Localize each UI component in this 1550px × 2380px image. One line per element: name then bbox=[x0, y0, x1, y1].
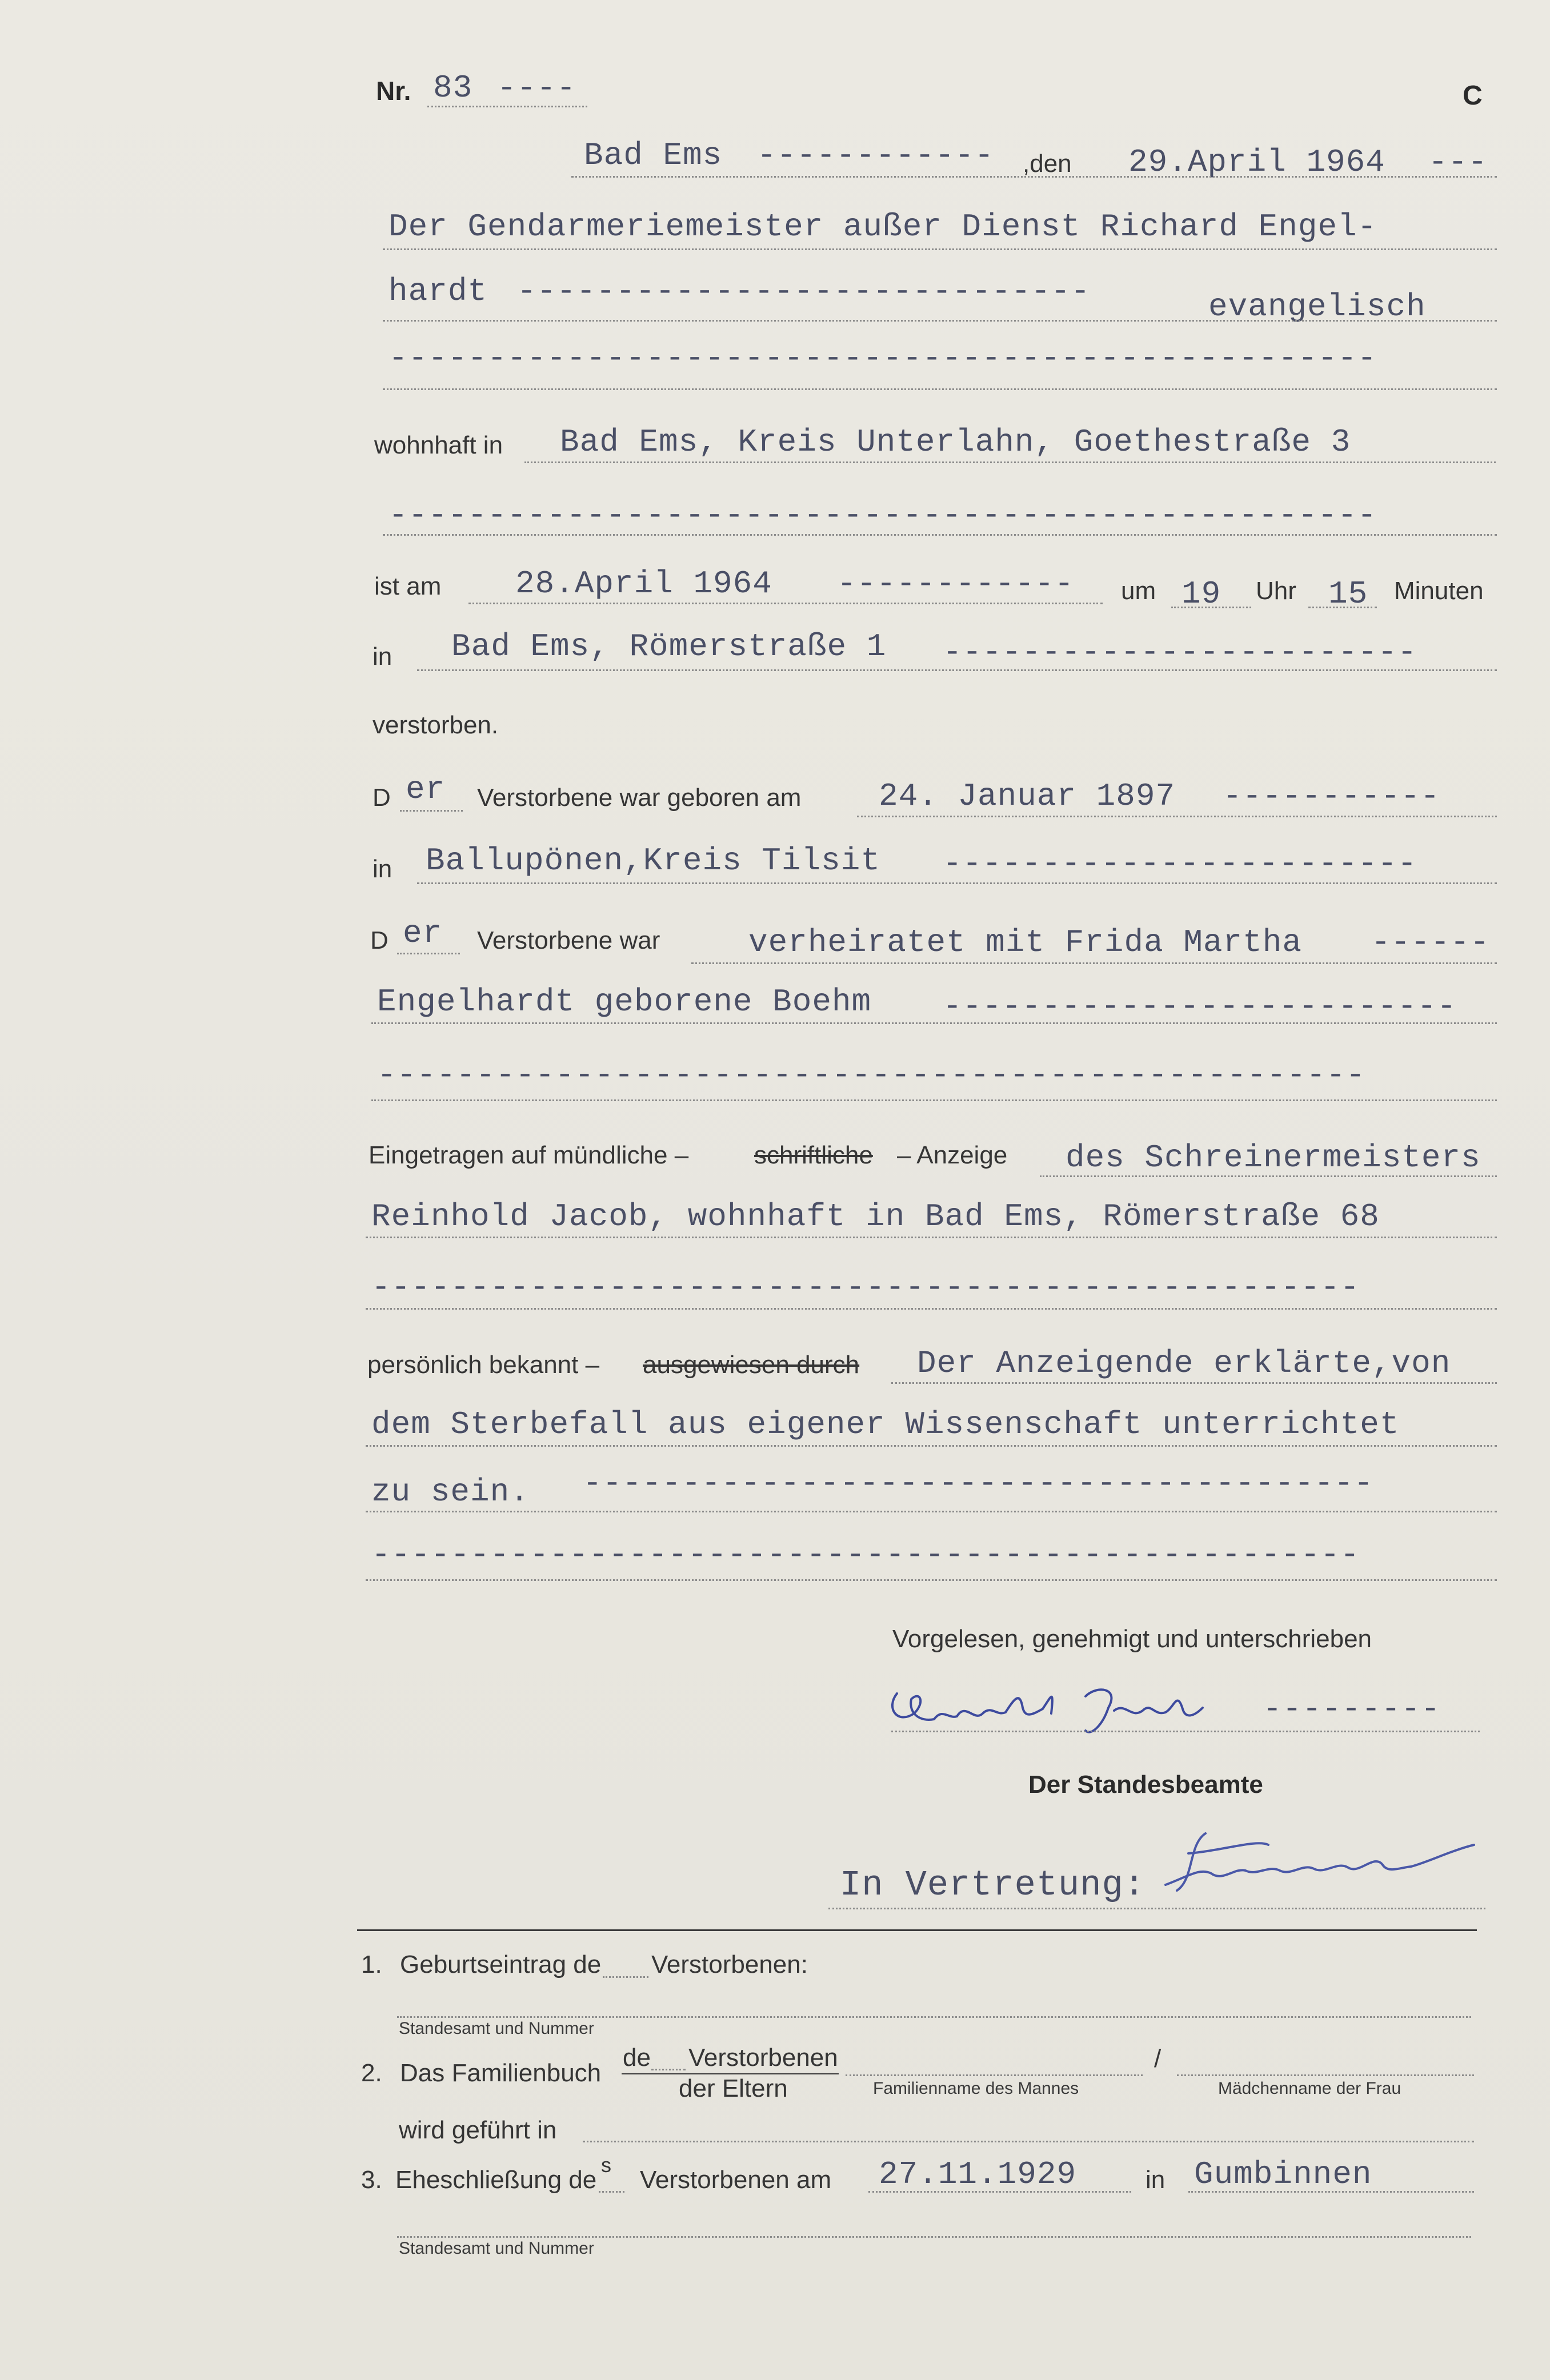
item2-wird-dotline bbox=[583, 2141, 1474, 2142]
marriage-place-dotline bbox=[1188, 2191, 1474, 2193]
death-place-dotline bbox=[417, 669, 1497, 671]
birth-d-suffix: er bbox=[406, 771, 446, 808]
birth-label: Verstorbene war geboren am bbox=[477, 784, 802, 812]
verstorben-label: verstorben. bbox=[373, 711, 499, 739]
person-dotline2 bbox=[383, 320, 1497, 322]
place-dashes: ------------ bbox=[757, 137, 995, 174]
known-label-a: persönlich bekannt – bbox=[367, 1351, 600, 1379]
known-dotline2 bbox=[366, 1445, 1497, 1447]
birth-place-dashes: ------------------------ bbox=[943, 845, 1417, 882]
birth-place: Ballupönen,Kreis Tilsit bbox=[426, 842, 880, 879]
death-date-dotline bbox=[468, 603, 1103, 604]
den-label: ,den bbox=[1023, 150, 1072, 178]
signature-dashes: --------- bbox=[1263, 1691, 1441, 1727]
report-dotline3 bbox=[366, 1308, 1497, 1310]
place-value: Bad Ems bbox=[584, 137, 723, 174]
residence-value: Bad Ems, Kreis Unterlahn, Goethestraße 3 bbox=[560, 424, 1351, 460]
item1-dotline bbox=[397, 2016, 1471, 2018]
item3-dotline bbox=[397, 2236, 1471, 2238]
person-line3: -------------------------------------------------- bbox=[388, 340, 1377, 376]
minuten-label: Minuten bbox=[1394, 577, 1484, 605]
report-value1: des Schreinermeisters bbox=[1066, 1139, 1481, 1176]
footer-divider bbox=[357, 1929, 1477, 1931]
residence-line2: -------------------------------------------------- bbox=[388, 497, 1377, 533]
item2-label: Das Familienbuch bbox=[400, 2059, 602, 2087]
informant-signature bbox=[880, 1668, 1280, 1753]
marital-line3: -------------------------------------------------- bbox=[377, 1057, 1366, 1093]
marital-d-suffix: er bbox=[403, 915, 443, 952]
report-label-a: Eingetragen auf mündliche – bbox=[369, 1141, 689, 1169]
person-line1: Der Gendarmeriemeister außer Dienst Richard Engel- bbox=[388, 208, 1377, 245]
marriage-date-dotline bbox=[868, 2191, 1131, 2193]
item2-wird-label: wird geführt in bbox=[399, 2116, 557, 2144]
marriage-date: 27.11.1929 bbox=[879, 2156, 1077, 2193]
item3-label-b: Verstorbenen am bbox=[640, 2166, 832, 2194]
nr-dashes: ---- bbox=[497, 70, 576, 106]
vorgelesen-text: Vorgelesen, genehmigt und unterschrieben bbox=[892, 1625, 1372, 1653]
marital-line1-dashes: ------ bbox=[1371, 924, 1490, 961]
hour-dotline bbox=[1171, 607, 1251, 608]
item2-de: de bbox=[623, 2044, 651, 2072]
document-date: 29.April 1964 bbox=[1128, 144, 1385, 180]
item3-label: Eheschließung de bbox=[395, 2166, 597, 2194]
death-in-label: in bbox=[373, 643, 392, 671]
vertretung-label: In Vertretung: bbox=[840, 1865, 1146, 1905]
known-dotline4 bbox=[366, 1579, 1497, 1581]
residence-dotline2 bbox=[383, 534, 1497, 536]
item1-de-dotline bbox=[603, 1976, 648, 1978]
marital-line2: Engelhardt geborene Boehm bbox=[377, 984, 872, 1020]
ist-am-label: ist am bbox=[374, 572, 442, 600]
known-dotline3 bbox=[366, 1511, 1497, 1512]
date-dashes: --- bbox=[1428, 144, 1488, 180]
item2-frau-caption: Mädchenname der Frau bbox=[1218, 2079, 1401, 2098]
death-date-dashes: ------------ bbox=[837, 565, 1075, 602]
item2-verstorbenen: Verstorbenen bbox=[688, 2044, 838, 2072]
minute-dotline bbox=[1308, 607, 1377, 608]
birth-date-dotline bbox=[857, 816, 1497, 817]
known-value2: dem Sterbefall aus eigener Wissenschaft unterrichtet bbox=[371, 1406, 1400, 1443]
item1-label-b: Verstorbenen: bbox=[651, 1950, 808, 1978]
corner-letter: C bbox=[1463, 81, 1483, 111]
uhr-label: Uhr bbox=[1256, 577, 1296, 605]
marital-dotline1 bbox=[691, 962, 1497, 964]
item2-frau-dotline bbox=[1177, 2074, 1474, 2076]
known-value3-dashes: ---------------------------------------- bbox=[583, 1465, 1374, 1502]
residence-label: wohnhaft in bbox=[374, 431, 503, 459]
vertretung-dotline bbox=[828, 1908, 1485, 1909]
marital-line1: verheiratet mit Frida Martha bbox=[748, 924, 1302, 961]
person-dotline1 bbox=[383, 248, 1497, 250]
nr-value: 83 bbox=[433, 70, 473, 106]
um-label: um bbox=[1121, 577, 1156, 605]
report-label-struck: schriftliche bbox=[754, 1141, 873, 1169]
item2-slash: / bbox=[1154, 2045, 1162, 2073]
known-value3: zu sein. bbox=[371, 1474, 530, 1510]
item3-s: s bbox=[601, 2153, 611, 2177]
report-line3: -------------------------------------------------- bbox=[371, 1269, 1360, 1306]
residence-dotline bbox=[524, 461, 1496, 463]
marital-dotline3 bbox=[371, 1099, 1497, 1101]
report-dotline1 bbox=[1040, 1175, 1497, 1177]
report-label-b: – Anzeige bbox=[897, 1141, 1008, 1169]
birth-d-label: D bbox=[373, 784, 391, 812]
marital-line2-dashes: -------------------------- bbox=[943, 988, 1457, 1025]
report-dotline2 bbox=[366, 1237, 1497, 1238]
signature-dotline bbox=[891, 1731, 1480, 1732]
known-value1: Der Anzeigende erklärte,von bbox=[917, 1345, 1451, 1382]
nr-label: Nr. bbox=[376, 76, 411, 106]
report-value2: Reinhold Jacob, wohnhaft in Bad Ems, Römerstraße 68 bbox=[371, 1198, 1380, 1235]
death-minutes: 15 bbox=[1328, 576, 1368, 612]
birth-in-label: in bbox=[373, 855, 392, 883]
birth-date: 24. Januar 1897 bbox=[879, 778, 1176, 814]
person-dashes: ----------------------------- bbox=[517, 273, 1091, 310]
person-dotline3 bbox=[383, 388, 1497, 390]
item1-label: Geburtseintrag de bbox=[400, 1950, 602, 1978]
birth-d-dotline bbox=[400, 810, 463, 812]
standesamt2-caption: Standesamt und Nummer bbox=[399, 2239, 594, 2258]
item3-in: in bbox=[1146, 2166, 1165, 2194]
marital-label: Verstorbene war bbox=[477, 926, 660, 954]
death-date: 28.April 1964 bbox=[515, 565, 772, 602]
item2-mann-dotline bbox=[846, 2074, 1143, 2076]
religion-value: evangelisch bbox=[1208, 288, 1426, 325]
known-label-struck: ausgewiesen durch bbox=[643, 1351, 860, 1379]
marital-d-dotline bbox=[397, 953, 460, 954]
item2-num: 2. bbox=[361, 2059, 382, 2087]
death-hour: 19 bbox=[1181, 576, 1221, 612]
death-place: Bad Ems, Römerstraße 1 bbox=[451, 628, 887, 665]
birth-date-dashes: ----------- bbox=[1223, 778, 1440, 814]
birth-place-dotline bbox=[417, 882, 1497, 884]
nr-dotline bbox=[427, 106, 587, 107]
marital-d-label: D bbox=[370, 926, 388, 954]
standesbeamte-label: Der Standesbeamte bbox=[1028, 1771, 1263, 1799]
marital-dotline2 bbox=[371, 1022, 1497, 1024]
marriage-place: Gumbinnen bbox=[1194, 2156, 1372, 2193]
item3-de-dotline bbox=[599, 2191, 624, 2193]
known-line4: -------------------------------------------------- bbox=[371, 1536, 1360, 1573]
known-dotline1 bbox=[891, 1382, 1497, 1384]
death-place-dashes: ------------------------ bbox=[943, 634, 1417, 671]
item2-eltern: der Eltern bbox=[679, 2074, 788, 2102]
item2-de-dotline bbox=[651, 2069, 686, 2070]
item3-num: 3. bbox=[361, 2166, 382, 2194]
standesamt1-caption: Standesamt und Nummer bbox=[399, 2019, 594, 2038]
registrar-signature bbox=[1154, 1811, 1508, 1908]
place-date-dotline bbox=[571, 176, 1497, 178]
person-name-end: hardt bbox=[388, 273, 488, 310]
item2-mann-caption: Familienname des Mannes bbox=[873, 2079, 1079, 2098]
item1-num: 1. bbox=[361, 1950, 382, 1978]
